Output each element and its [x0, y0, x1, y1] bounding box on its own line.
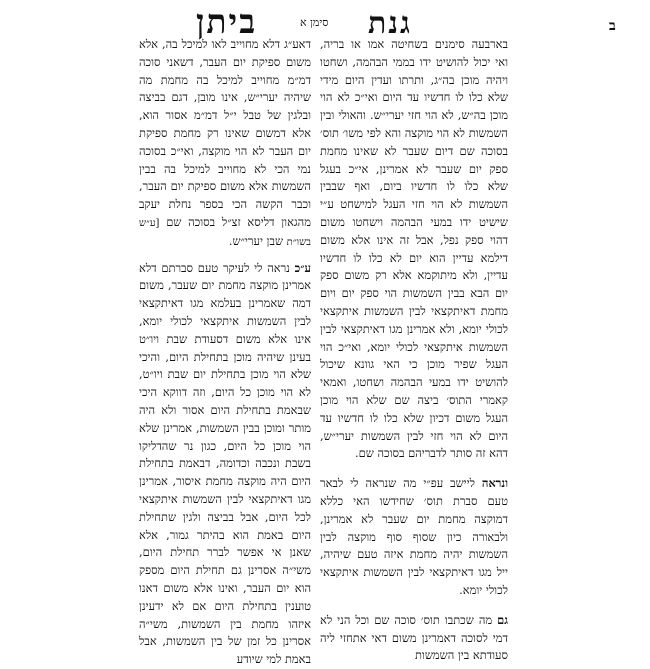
running-title-left: ביתן	[196, 2, 258, 41]
right-text-column	[320, 36, 508, 665]
left-text-column	[139, 36, 311, 669]
section-label: סימן א	[300, 16, 329, 29]
paragraph-4-tail: שבן יערי״ש.	[228, 233, 284, 248]
paragraph-4	[139, 36, 311, 252]
running-title-right: גנת	[368, 6, 412, 41]
paragraph-5-text: נראה לי לעיקר טעם סברתם דלא אמרינן מוקצה מחמת יום שעבר, משום דמה שאמרינן בעלמא מגו דאיתקצאי לבין השמשות איתקצאי לכולי יומא, אינו אלא משום דסעודת שבת ויו״ט בעינן שיהיה מוכן בתחילת היום, והיכי שלא הוי מוכן בתחילת יום שבת ויו״ט, לא הוי מוכן כל היום, וזה דווקא היכי שבאמת בתחילת היום אסור ולא היה מותר ומוכן בבין השמשות, אמרינן שלא הוי מוכן כל היום, כגון נר שהדליקו בשבת ונכבה וכדומה, דבאמת בתחילת היום היה מוקצה מחמת איסור, אמרינן מגו דאיתקצאי לבין השמשות איתקצאי לכל היום, אבל בביצה ולגין שתחילת היום באמת הוא בהיתר גמור, אלא שאנן אי אפשר לברר תחילת היום, משי״ה אסרינן גם תחילת היום מספק הוא יום העבר, ואינו אלא משום דאנו טוענין בתחילת היום אם לא ידעינן איזהו מחמת בין השמשות, משי״ה אסרינן כל זמן של בין השמשות, אבל באמת למי שיודע	[139, 260, 311, 667]
paragraph-4-note: [ע״ש בשו״ת	[139, 217, 311, 248]
paragraph-2-lead: ונראה	[481, 476, 508, 491]
paragraph-5-lead: ע״כ	[294, 260, 311, 275]
paragraph-2-text: ליישב עפ״י מה שנראה לי לבאר טעם סברת תוס׳ שחידשו האי כללא דמוקצה מחמת יום שעבר לא אמרינן, ולבאורה כיון שסוף סוף מוקצה לבין השמשות יהיה מחמת איזה טעם שיהיה, ייל מגו דאיתקצאי לבין השמשות איתקצאי לכולי יומא.	[320, 476, 508, 597]
paragraph-3-lead: גם	[497, 612, 508, 627]
paragraph-4-text: דאע״ג דלא מחוייב לאו למיכל בה, אלא משום ספיקת יום העבר, דשאני סוכה דמ״מ מחוייב למיכל בה מחמת מה שיהיה יערי״ש, אינו מובן, דגם בביצה ובלגין של טבל י״ל דמ״מ אסור הוא, אלא דמשום שאינו רק מחמת ספיקת יום העבר לא הוי מוקצה, ואי״כ בסוכה נמי הכי לא מחוייב למיכל בה בבין השמשות אלא משום ספיקת יום העבר, וכבר הקשה הכי בספר נחלת יעקב מהגאון דליסא זצ״ל בסוכה שם	[139, 37, 311, 229]
paragraph-3	[320, 612, 508, 665]
paragraph-3-text: מה שכתבו תוס׳ סוכה שם וכל הני לא דמי לסוכה דאמרינן משום דאי אתחזי ליה סעודתא בין השמשות	[320, 612, 508, 663]
paragraph-5	[139, 260, 311, 669]
paragraph-1: בארבעה סימנים בשחיטה אמו או בריה, ואי יכול להושיט ידו בממי הבהמה, ושחטו ויהיה מוכן בה״ג, ותרתו ועדין היום מידי שלא כלו לו חדשיו עד היום ואי״כ לא הוי מוכן בה״ש, לא הוי חזי יערי״ש. והאולי ובין השמשות לא הוי מוקצה והא לפי משו׳ תוס׳ בסוכה שם דיום שעבר לא שאינו מחמת ספק יום שעבר לא אמרינן, אי״כ בעגל שלא כלו לו חדשיו ביום, ואף שבבין השמשות לא הוי חזי העגל למישחט ע״י שישיט ידו במעי הבהמה וישחטו משום דהוי ספק נפל, אבל זה אינו אלא משום דילמא עדיין הוא יום לא כלו לו חדשיו עדיין, ולא מיתוקמא אלא רק משום ספק יום הבא בבין השמשות הוי ספק יום ויום מחמת דאיתקצאי לבין השמשות איתקצאי לכולי יומא, ולא אמרינן מגו דאיתקצאי לבין השמשות איתקצאי לכולי יומא, ואי״כ הוי העגל שפיר מוכן כי האי גוונא שיכול להושיט ידו במעי הבהמה ושחטו, ואמאי קאמרי התוס׳ ביצה שם שלא הוי מוכן העגל משום דכיון שלא כלו לו חדשיו עד היום לא הוי חזי לבין השמשות יערי״ש, דהא זה סותר לדבריהם בסוכה שם.	[320, 37, 508, 461]
paragraph-2	[320, 475, 508, 600]
page-number: ב	[609, 18, 616, 34]
